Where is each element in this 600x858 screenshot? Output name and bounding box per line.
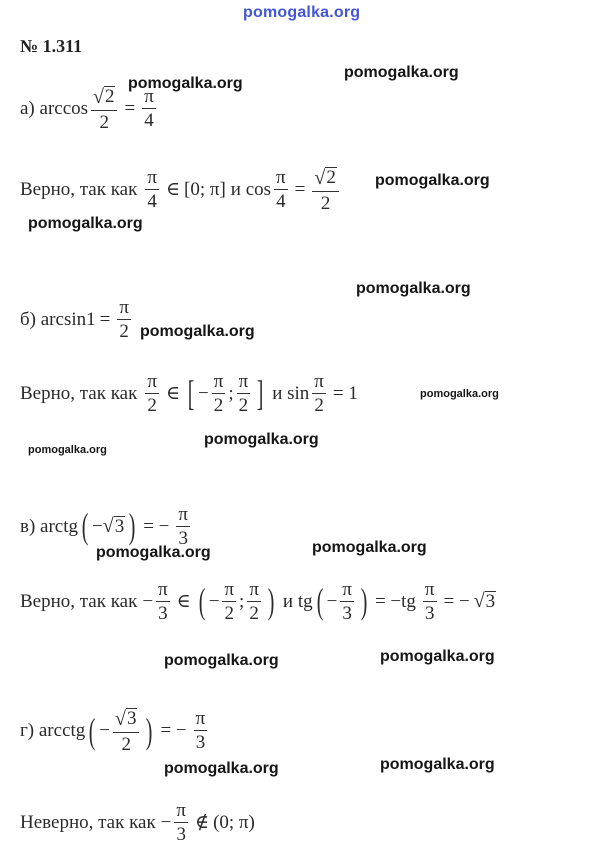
item-a-proof: Верно, так как $\frac{\pi}{4}$ ∈ [0; π] и cos $\frac{\pi}{4}$ = √ 2 2 (20, 167, 342, 213)
item-v-proof: Верно, так как − $\frac{\pi}{3}$ ∈ ( − $\frac{\pi}{2}$ ; $\frac{\pi}{2}$ ) и tg ( − $\frac{\pi}{3}$ ) = −tg $\frac{\pi}{3}$ = − √ 3 (20, 579, 496, 624)
item-b-label: б) arcsin1 (20, 308, 96, 330)
item-b-proof: Верно, так как $\frac{\pi}{2}$ ∈ [ − $\frac{\pi}{2}$ ; $\frac{\pi}{2}$ ] и sin $\frac{\pi}{2}$ = 1 (20, 371, 358, 416)
watermark: pomogalka.org (375, 172, 490, 189)
watermark: pomogalka.org (380, 756, 495, 773)
item-a-statement: а) arccos √ 2 2 = $\frac{\pi}{4}$ (20, 85, 154, 133)
fraction: √ 2 2 (91, 86, 117, 132)
item-g-proof: Неверно, так как − $\frac{\pi}{3}$ ∉ (0; π) (20, 800, 255, 845)
item-g-label: г) arcctg (20, 719, 86, 741)
watermark: pomogalka.org (28, 444, 107, 456)
watermark: pomogalka.org (140, 323, 255, 340)
watermark: pomogalka.org (204, 431, 319, 448)
watermark: pomogalka.org (164, 652, 279, 669)
item-v-statement: в) arctg ( − √ 3 ) = − $\frac{\pi}{3}$ (20, 504, 188, 549)
watermark: pomogalka.org (380, 648, 495, 665)
watermark: pomogalka.org (128, 75, 243, 92)
site-watermark-top: pomogalka.org (243, 4, 361, 21)
watermark: pomogalka.org (312, 539, 427, 556)
watermark: pomogalka.org (96, 544, 211, 561)
watermark: pomogalka.org (28, 215, 143, 232)
item-g-statement: г) arcctg ( − √ 3 2 ) = − $\frac{\pi}{3}$ (20, 707, 206, 755)
watermark: pomogalka.org (356, 280, 471, 297)
item-v-label: в) arctg (20, 515, 79, 537)
watermark: pomogalka.org (344, 64, 459, 81)
item-b-statement: б) arcsin1 = $\frac{\pi}{2}$ (20, 297, 129, 342)
fraction: $\frac{\pi}{4}$ (144, 86, 154, 132)
problem-number: № 1.311 (20, 36, 83, 56)
watermark: pomogalka.org (420, 388, 499, 400)
watermark: pomogalka.org (164, 760, 279, 777)
item-a-label: а) arccos (20, 97, 89, 119)
